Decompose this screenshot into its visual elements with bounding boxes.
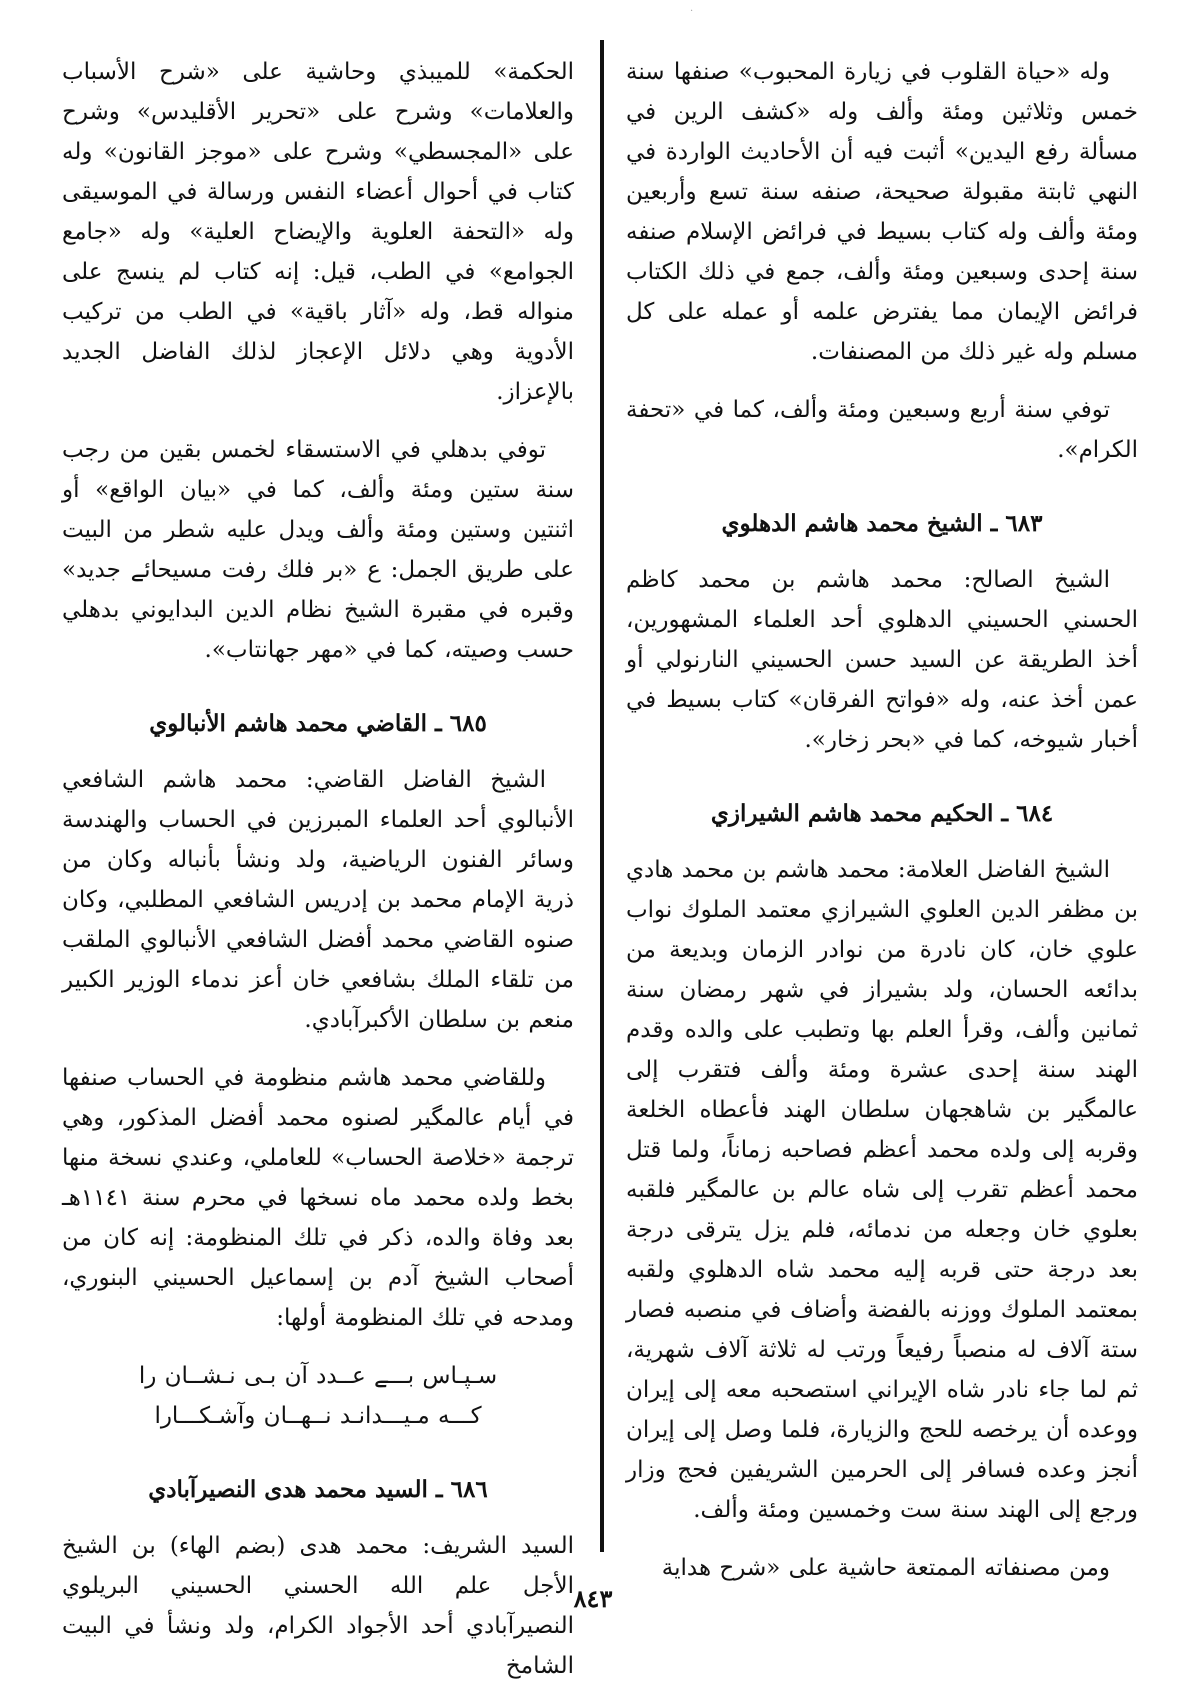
paragraph: توفي بدهلي في الاستسقاء لخمس بقين من رجب سنة ستين ومئة وألف، كما في «بيان الواقع» أو اثنتين وستين ومئة وألف ويدل عليه شطر من البيت على طريق الجمل: ع «بر فلك رفت مسيحائے جديد» وقبره في مقبرة الشيخ نظام الدين البدايوني بدهلي حسب وصيته، كما في «مهر جهانتاب». [62,437,574,663]
paragraph: وللقاضي محمد هاشم منظومة في الحساب صنفها في أيام عالمگير لصنوه محمد أفضل المذكور، وهي ترجمة «خلاصة الحساب» للعاملي، وعندي نسخة منها بخط ولده محمد ماه نسخها في محرم سنة ١١٤١هـ بعد وفاة والده، ذكر في تلك المنظومة: إنه كان من أصحاب الشيخ آدم بن إسماعيل الحسيني البنوري، ومدحه في تلك المنظومة أولها: [62,1065,574,1331]
entry-heading-684: ٦٨٤ ـ الحكيم محمد هاشم الشيرازي [710,800,1054,827]
paragraph: الشيخ الفاضل العلامة: محمد هاشم بن محمد هادي بن مظفر الدين العلوي الشيرازي معتمد الملوك نواب علوي خان، كان نادرة من نوادر الزمان وبديعة من بدائعه الحسان، ولد بشيراز في شهر رمضان سنة ثمانين وألف، وقرأ العلم بها وتطبب على والده وقدم الهند سنة إحدى عشرة ومئة وألف فتقرب إلى عالمگير بن شاهجهان سلطان الهند فأعطاه الخلعة وقربه إلى ولده محمد أعظم فصاحبه زماناً، ولما قتل محمد أعظم تقرب إلى شاه عالم بن عالمگير فلقبه بعلوي خان وجعله من ندمائه، فلم يزل يترقى درجة بعد درجة حتى قربه إليه محمد شاه الدهلوي ولقبه بمعتمد الملوك ووزنه بالفضة وأضاف في منصبه فصار ستة آلاف له منصباً رفيعاً ورتب له ثلاثة آلاف شهرية، ثم لما جاء نادر شاه الإيراني استصحبه معه إلى إيران ووعده أن يرخصه للحج والزيارة، فلما وصل إلى إيران أنجز وعده فسافر إلى الحرمين الشريفين فحج وزار ورجع إلى الهند سنة ست وخمسين ومئة وألف. [626,857,1138,1523]
paragraph: السيد الشريف: محمد هدى (بضم الهاء) بن الشيخ الأجل علم الله الحسني الحسيني البريلوي النصيرآبادي أحد الأجواد الكرام، ولد ونشأ في البيت الشامخ [62,1533,574,1679]
paragraph: الشيخ الفاضل القاضي: محمد هاشم الشافعي الأنبالوي أحد العلماء المبرزين في الحساب والهندسة وسائر الفنون الرياضية، ولد ونشأ بأنباله وكان من ذرية الإمام محمد بن إدريس الشافعي المطلبي، وكان صنوه القاضي محمد أفضل الشافعي الأنبالوي الملقب من تلقاء الملك بشافعي خان أعز ندماء الوزير الكبير منعم بن سلطان الأكبرآبادي. [62,767,574,1033]
verse-line-2: كـــه مـيـــدانـد نــهــان وآشـكـــارا [154,1403,482,1429]
entry-heading-683: ٦٨٣ ـ الشيخ محمد هاشم الدهلوي [721,510,1043,537]
poem-verse [62,1356,574,1436]
column-divider [600,40,604,1552]
entry-heading-685: ٦٨٥ ـ القاضي محمد هاشم الأنبالوي [149,710,487,737]
entry-heading-686: ٦٨٦ ـ السيد محمد هدى النصيرآبادي [148,1476,488,1503]
page-number: ٨٤٣ [573,1584,613,1613]
scan-mark: · [690,6,694,17]
paragraph: الشيخ الصالح: محمد هاشم بن محمد كاظم الحسني الحسيني الدهلوي أحد العلماء المشهورين، أخذ الطريقة عن السيد حسن الحسيني النارنولي أو عمن أخذ عنه، وله «فواتح الفرقان» كتاب بسيط في أخبار شيوخه، كما في «بحر زخار». [626,567,1138,753]
verse-line-1: سـپـاس بـــے عــدد آن بـی نـشــان را [138,1363,498,1389]
paragraph: وله «حياة القلوب في زيارة المحبوب» صنفها سنة خمس وثلاثين ومئة وألف وله «كشف الرين في مسألة رفع اليدين» أثبت فيه أن الأحاديث الواردة في النهي ثابتة مقبولة صحيحة، صنفه سنة تسع وأربعين ومئة وألف وله كتاب بسيط في فرائض الإسلام صنفه سنة إحدى وسبعين ومئة وألف، جمع في ذلك الكتاب فرائض الإيمان مما يفترض علمه أو عمله على كل مسلم وله غير ذلك من المصنفات. [626,59,1138,365]
left-column [62,52,574,1704]
right-column [626,52,1138,1606]
paragraph: الحكمة» للميبذي وحاشية على «شرح الأسباب والعلامات» وشرح على «تحرير الأقليدس» وشرح على «المجسطي» وشرح على «موجز القانون» وله كتاب في أحوال أعضاء النفس ورسالة في الموسيقى وله «التحفة العلوية والإيضاح العلية» وله «جامع الجوامع» في الطب، قيل: إنه كتاب لم ينسج على منواله قط، وله «آثار باقية» في الطب من تركيب الأدوية وهي دلائل الإعجاز لذلك الفاضل الجديد بالإعزاز. [62,59,574,405]
paragraph: توفي سنة أربع وسبعين ومئة وألف، كما في «تحفة الكرام». [626,397,1138,463]
paragraph: ومن مصنفاته الممتعة حاشية على «شرح هداية [661,1555,1110,1581]
